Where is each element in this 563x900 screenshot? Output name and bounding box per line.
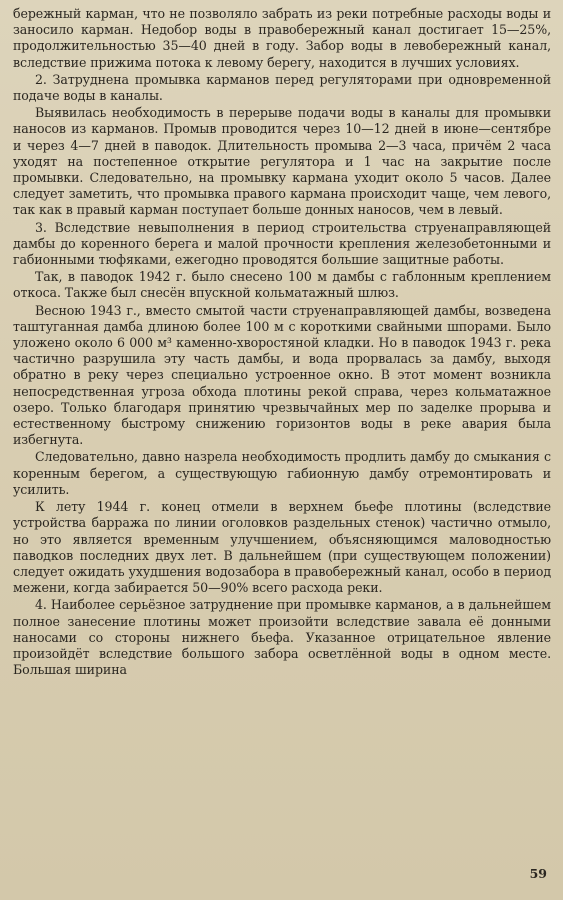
paragraph-summer-1944: К лету 1944 г. конец отмели в верхнем бьефе плотины (вследствие устройства барража по линии оголовков раздельных стенок) частично отмыло, но это является временным улучшением, объясняющимся маловодностью паводков последних двух лет. В дальнейшем (при существующем положении) следует ожидать ухудшения водозабора в правобережный канал, особо в период межени, когда забирается 50—90% всего расхода реки. (13, 499, 551, 596)
paragraph-spring-1943: Весною 1943 г., вместо смытой части струенаправляющей дамбы, возведена таштуганная дамба длиною более 100 м с короткими свайными шпорами. Было уложено около 6 000 м³ каменно-хворостяной кладки. Но в паводок 1943 г. река частично разрушила эту часть дамбы, и вода прорвалась за дамбу, выходя обратно в реку через специально устроенное окно. В этот момент возникла непосредственная угроза обхода плотины рекой справа, через кольматажное озеро. Только благодаря принятию чрезвычайных мер по заделке прорыва и естественному быстрому снижению горизонтов воды в реке авария была избегнута. (13, 302, 551, 448)
paragraph-continuation: бережный карман, что не позволяло забрать из реки потребные расходы воды и заносило карман. Недобор воды в правобережный канал достигает 15—25%, продолжительностью 35—40 дней в году. Забор воды в левобережный канал, вследствие прижима потока к левому берегу, находится в лучших условиях. (13, 6, 551, 70)
page-number: 59 (529, 866, 547, 881)
paragraph-item-4: 4. Наиболее серьёзное затруднение при промывке карманов, а в дальнейшем полное занесение плотины может произойти вследствие завала её донными наносами со стороны нижнего бьефа. Указанное отрицательное явление произойдёт вследствие большого забора осветлённой воды в одном месте. Большая ширина (13, 597, 551, 678)
paragraph-conclusion: Следовательно, давно назрела необходимость продлить дамбу до смыкания с коренным берегом, а существующую габионную дамбу отремонтировать и усилить. (13, 449, 551, 497)
paragraph-item-2: 2. Затруднена промывка карманов перед регуляторами при одновременной подаче воды в каналы. (13, 71, 551, 104)
paragraph-flushing-details: Выявилась необходимость в перерыве подачи воды в каналы для промывки наносов из карманов. Промыв проводится через 10—12 дней в июне—сентябре и через 4—7 дней в паводок. Длительность промыва 2—3 часа, причём 2 часа уходят на постепенное открытие регулятора и 1 час на закрытие после промывки. Следовательно, на промывку кармана уходит около 5 часов. Далее следует заметить, что промывка правого кармана происходит чаще, чем левого, так как в правый карман поступает больше донных наносов, чем в левый. (13, 105, 551, 218)
paragraph-flood-1942: Так, в паводок 1942 г. было снесено 100 м дамбы с габлонным креплением откоса. Также был снесён впускной кольматажный шлюз. (13, 269, 551, 301)
paragraph-item-3: 3. Вследствие невыполнения в период строительства струенаправляющей дамбы до коренного берега и малой прочности крепления железобетонными и габионными тюфяками, ежегодно проводятся большие защитные работы. (13, 219, 551, 268)
